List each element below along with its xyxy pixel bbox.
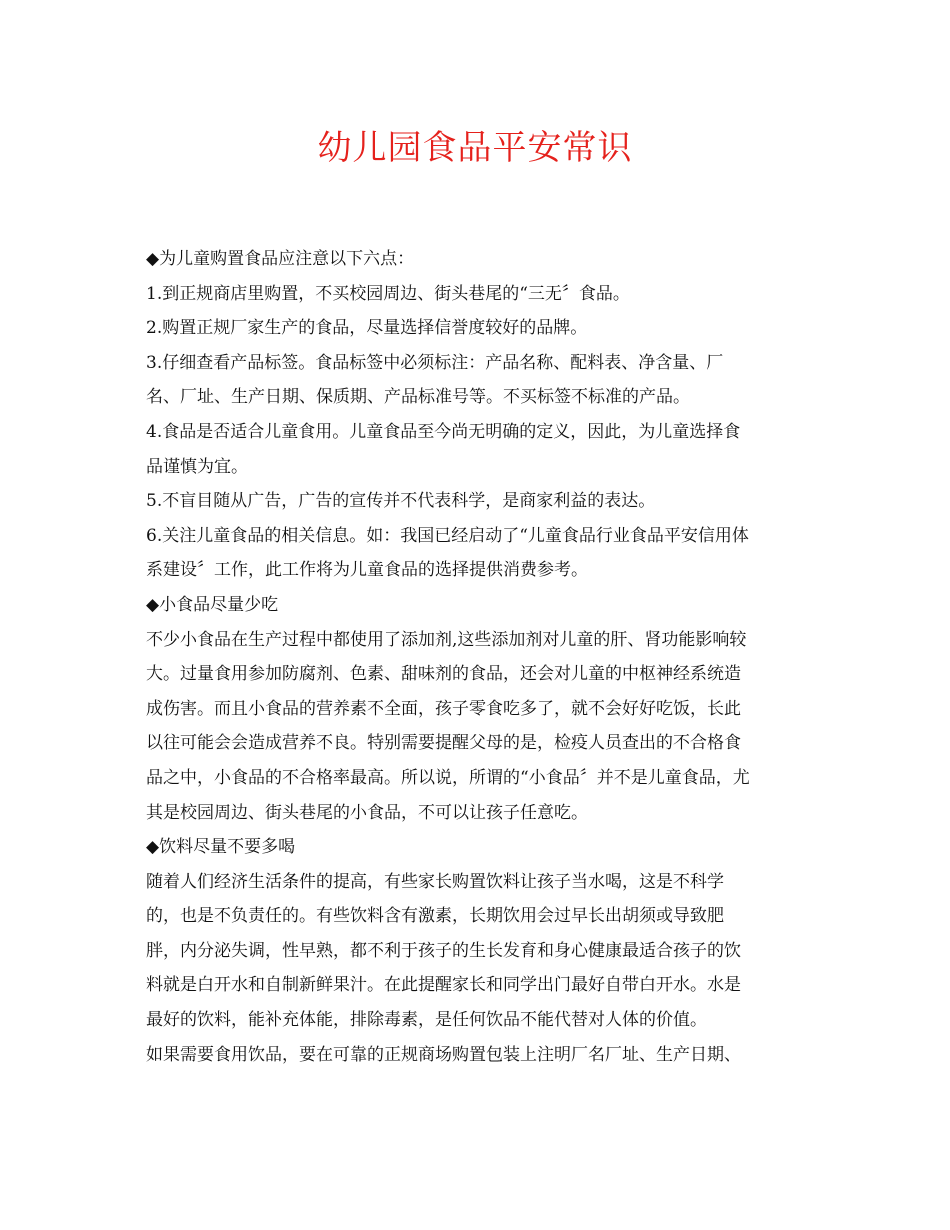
paragraph-line: 最好的饮料，能补充体能，排除毒素，是任何饮品不能代替对人体的价值。 xyxy=(146,1010,707,1031)
paragraph-line: 不少小食品在生产过程中都使用了添加剂,这些添加剂对儿童的肝、肾功能影响较 xyxy=(146,629,747,650)
list-item-4: 4.食品是否适合儿童食用。儿童食品至今尚无明确的定义，因此，为儿童选择食 xyxy=(146,421,741,442)
list-item-4-continued: 品谨慎为宜。 xyxy=(146,456,248,477)
paragraph-line: 大。过量食用参加防腐剂、色素、甜味剂的食品，还会对儿童的中枢神经系统造 xyxy=(146,664,741,685)
section-heading-buying-tips: ◆为儿童购置食品应注意以下六点： xyxy=(146,249,415,269)
list-item-6: 6.关注儿童食品的相关信息。如：我国已经启动了“儿童食品行业食品平安信用体 xyxy=(146,525,749,546)
paragraph-line: 如果需要食用饮品，要在可靠的正规商场购置包装上注明厂名厂址、生产日期、 xyxy=(146,1044,741,1065)
list-item-3: 3.仔细查看产品标签。食品标签中必须标注：产品名称、配料表、净含量、厂 xyxy=(146,352,724,373)
paragraph-line: 的，也是不负责任的。有些饮料含有激素，长期饮用会过早长出胡须或导致肥 xyxy=(146,906,724,927)
list-item-2: 2.购置正规厂家生产的食品，尽量选择信誉度较好的品牌。 xyxy=(146,318,588,339)
paragraph-line: 成伤害。而且小食品的营养素不全面，孩子零食吃多了，就不会好好吃饭，长此 xyxy=(146,698,741,719)
paragraph-line: 以往可能会会造成营养不良。特别需要提醒父母的是，检疫人员查出的不合格食 xyxy=(146,733,741,754)
paragraph-line: 其是校园周边、街头巷尾的小食品，不可以让孩子任意吃。 xyxy=(146,802,588,823)
list-item-3-continued: 名、厂址、生产日期、保质期、产品标准号等。不买标签不标准的产品。 xyxy=(146,387,690,408)
list-item-5: 5.不盲目随从广告，广告的宣传并不代表科学，是商家利益的表达。 xyxy=(146,491,656,512)
list-item-1: 1.到正规商店里购置，不买校园周边、街头巷尾的“三无〞食品。 xyxy=(146,283,630,304)
section-heading-snacks: ◆小食品尽量少吃 xyxy=(146,594,279,615)
paragraph-line: 胖，内分泌失调，性早熟，都不利于孩子的生长发育和身心健康最适合孩子的饮 xyxy=(146,940,741,961)
document-body xyxy=(146,242,808,1072)
paragraph-line: 品之中，小食品的不合格率最高。所以说，所谓的“小食品〞并不是儿童食品，尤 xyxy=(146,767,750,788)
paragraph-line: 随着人们经济生活条件的提高，有些家长购置饮料让孩子当水喝，这是不科学 xyxy=(146,871,724,892)
paragraph-line: 料就是白开水和自制新鲜果汁。在此提醒家长和同学出门最好自带白开水。水是 xyxy=(146,975,741,996)
section-heading-drinks: ◆饮料尽量不要多喝 xyxy=(146,837,296,858)
document-title: 幼儿园食品平安常识 xyxy=(317,128,633,168)
list-item-6-continued: 系建设〞工作，此工作将为儿童食品的选择提供消费参考。 xyxy=(146,560,588,581)
